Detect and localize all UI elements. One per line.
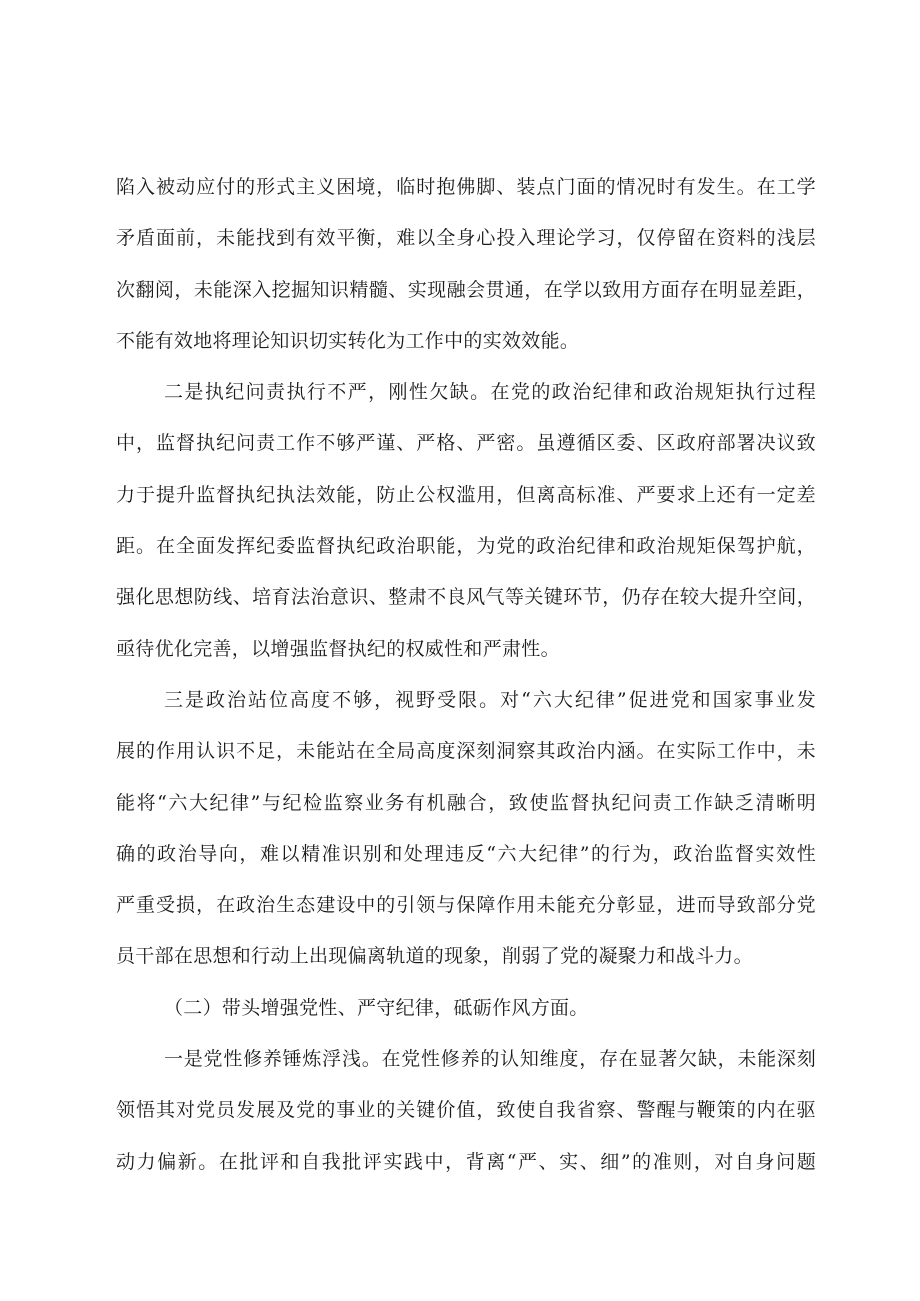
paragraph-line: 领悟其对党员发展及党的事业的关键价值，致使自我省察、警醒与鞭策的内在驱 bbox=[116, 1099, 816, 1122]
paragraph-line: 不能有效地将理论知识切实转化为工作中的实效效能。 bbox=[116, 329, 580, 352]
paragraph-line: 矛盾面前，未能找到有效平衡，难以全身心投入理论学习，仅停留在资料的浅层 bbox=[116, 227, 816, 250]
paragraph-line: 距。在全面发挥纪委监督执纪政治职能，为党的政治纪律和政治规矩保驾护航， bbox=[116, 535, 816, 558]
paragraph-line: 确的政治导向，难以精准识别和处理违反“六大纪律”的行为，政治监督实效性 bbox=[116, 842, 816, 865]
paragraph-line: 动力偏新。在批评和自我批评实践中，背离“严、实、细”的准则，对自身问题 bbox=[116, 1150, 816, 1173]
paragraph-line: 次翻阅，未能深入挖掘知识精髓、实现融会贯通，在学以致用方面存在明显差距， bbox=[116, 278, 816, 301]
paragraph-line: 员干部在思想和行动上出现偏离轨道的现象，削弱了党的凝聚力和战斗力。 bbox=[116, 945, 753, 968]
paragraph-line: 能将“六大纪律”与纪检监察业务有机融合，致使监督执纪问责工作缺乏清晰明 bbox=[116, 791, 816, 814]
paragraph-line: 三是政治站位高度不够，视野受限。对“六大纪律”促进党和国家事业发 bbox=[164, 688, 816, 711]
paragraph-line: 严重受损，在政治生态建设中的引领与保障作用未能充分彰显，进而导致部分党 bbox=[116, 894, 816, 917]
paragraph-line: 陷入被动应付的形式主义困境，临时抱佛脚、装点门面的情况时有发生。在工学 bbox=[116, 176, 816, 198]
document-body bbox=[116, 162, 816, 1188]
paragraph-line: 展的作用认识不足，未能站在全局高度深刻洞察其政治内涵。在实际工作中，未 bbox=[116, 740, 816, 763]
paragraph-line: 中，监督执纪问责工作不够严谨、严格、严密。虽遵循区委、区政府部署决议致 bbox=[116, 432, 816, 455]
paragraph-line: 强化思想防线、培育法治意识、整肃不良风气等关键环节，仍存在较大提升空间， bbox=[116, 586, 816, 609]
paragraph-line: 亟待优化完善，以增强监督执纪的权威性和严肃性。 bbox=[116, 637, 560, 660]
section-heading: （二）带头增强党性、严守纪律，砥砺作风方面。 bbox=[164, 996, 589, 1019]
paragraph-line: 力于提升监督执纪执法效能，防止公权滥用，但离高标准、严要求上还有一定差 bbox=[116, 483, 816, 506]
paragraph-line: 一是党性修养锤炼浮浅。在党性修养的认知维度，存在显著欠缺，未能深刻 bbox=[164, 1048, 816, 1071]
paragraph-line: 二是执纪问责执行不严，刚性欠缺。在党的政治纪律和政治规矩执行过程 bbox=[164, 381, 816, 404]
